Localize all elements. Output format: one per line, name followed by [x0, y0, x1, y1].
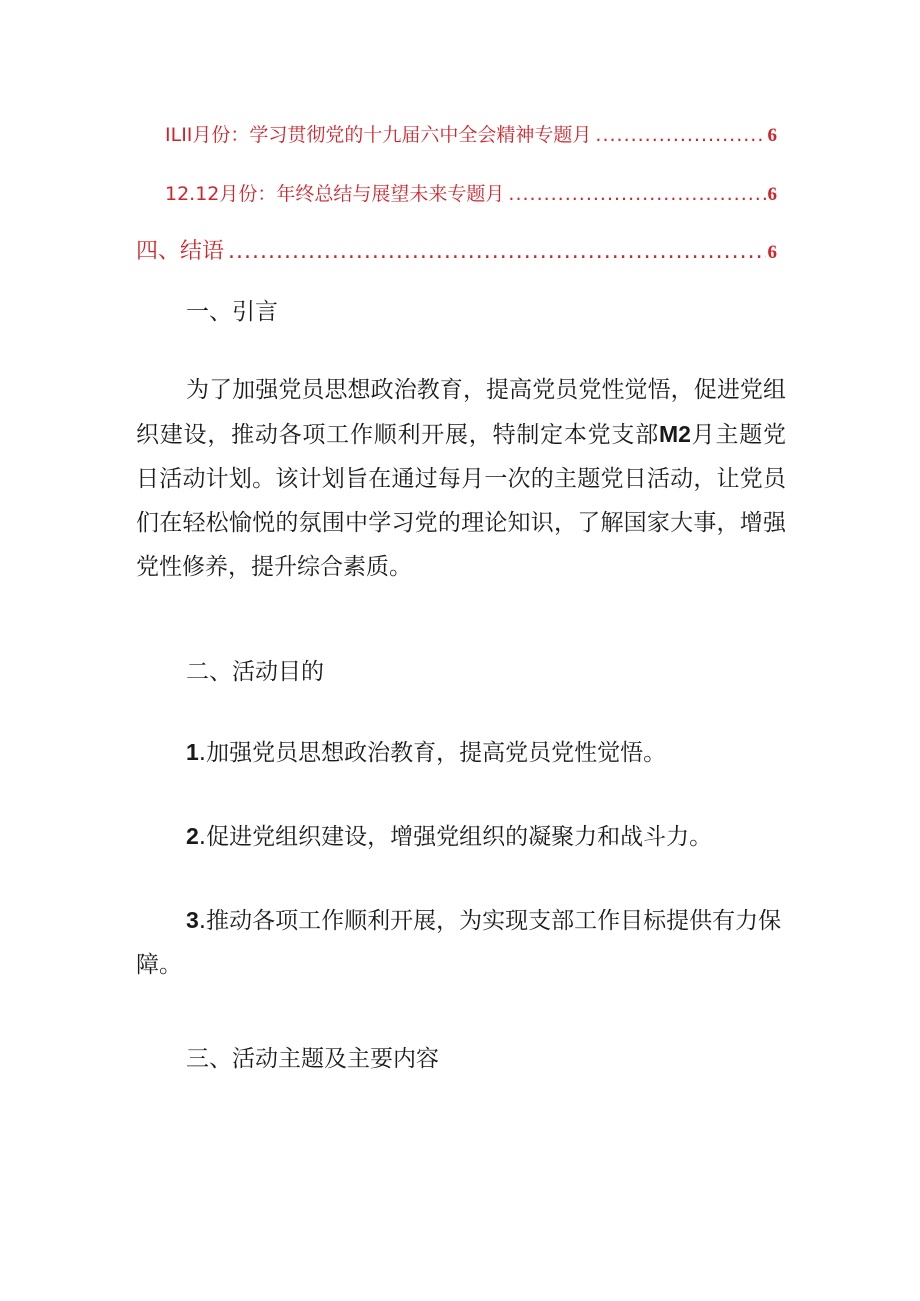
goal-number: 3 [186, 907, 199, 933]
goal-item-1 [136, 730, 786, 775]
goal-item-2 [136, 814, 786, 859]
intro-text-bold: M2 [658, 421, 691, 447]
toc-leader-dots [228, 239, 765, 264]
toc-page-number: 6 [767, 125, 777, 146]
intro-text-part2: 月主题党日活动计划。该计划旨在通过每月一次的主题党日活动，让党员们在轻松愉悦的氛围中学习党的理论知识，了解国家大事，增强党性修养，提升综合素质。 [136, 422, 787, 580]
goal-text: .推动各项工作顺利开展，为实现支部工作目标提供有力保障。 [136, 908, 782, 978]
section-heading-themes: 三、活动主题及主要内容 [186, 1046, 439, 1072]
toc-entry-conclusion[interactable] [136, 234, 777, 265]
goal-number: 2 [186, 823, 199, 849]
toc-entry-label: ILII月份：学习贯彻党的十九届六中全会精神专题月 [165, 124, 592, 146]
toc-page-number: 6 [767, 184, 777, 205]
toc-entry-label: 12.12月份：年终总结与展望未来专题月 [165, 183, 505, 205]
goal-text: .加强党员思想政治教育，提高党员党性觉悟。 [198, 740, 667, 766]
toc-leader-dots [595, 124, 765, 146]
toc-entry-november[interactable] [165, 120, 777, 147]
toc-entry-december[interactable] [165, 179, 777, 206]
goal-number: 1 [186, 739, 199, 765]
toc-leader-dots [508, 183, 765, 205]
intro-paragraph [136, 368, 786, 589]
intro-text-part1: 为了加强党员思想政治教育，提高党员党性觉悟，促进党组织建设，推动各项工作顺利开展，特制定本党支部 [136, 377, 786, 448]
goal-item-3 [136, 898, 786, 987]
section-heading-intro: 一、引言 [186, 299, 278, 325]
toc-page-number: 6 [767, 242, 777, 263]
section-heading-goals: 二、活动目的 [186, 659, 324, 685]
toc-entry-label: 四、结语 [136, 239, 225, 264]
goal-text: .促进党组织建设，增强党组织的凝聚力和战斗力。 [198, 824, 713, 850]
